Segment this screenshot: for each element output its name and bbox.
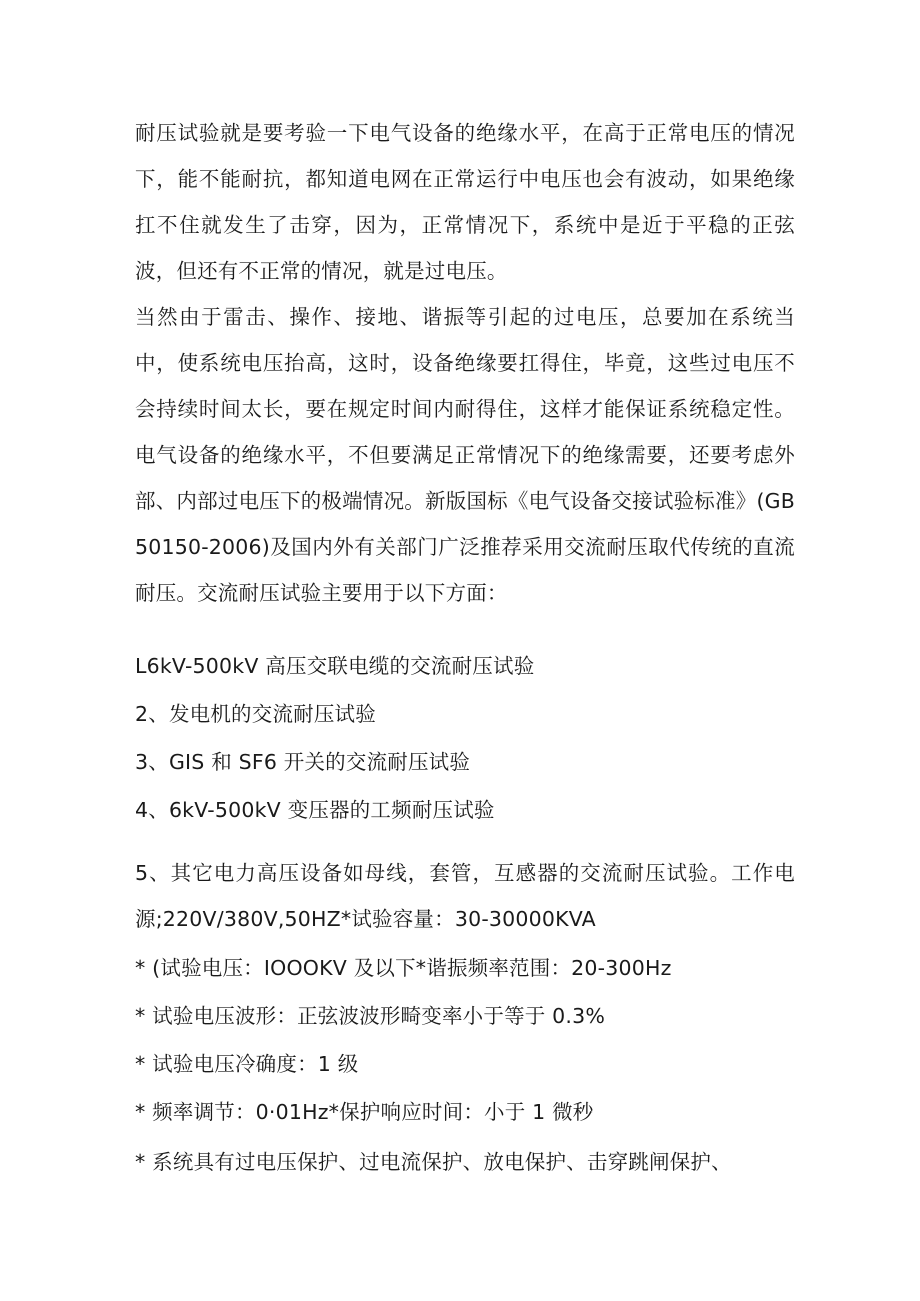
paragraph-pressure-test-intro: 耐压试验就是要考验一下电气设备的绝缘水平，在高于正常电压的情况下，能不能耐抗，都知道电网在正常运行中电压也会有波动，如果绝缘扛不住就发生了击穿，因为，正常情况下，系统中是近于平稳的正弦波，但还有不正常的情况，就是过电压。 (135, 121, 795, 283)
list-item-transformer-test: 4、6kV-500kV 变压器的工频耐压试验 (135, 798, 495, 822)
spec-protection: * 系统具有过电压保护、过电流保护、放电保护、击穿跳闸保护、 (135, 1150, 732, 1174)
spec-frequency: * 频率调节：0·01Hz*保护响应时间：小于 1 微秒 (135, 1100, 594, 1124)
paragraph-other-equipment: 5、其它电力高压设备如母线，套管，互感器的交流耐压试验。工作电源;220V/380V,50HZ*试验容量：30-30000KVA (135, 861, 795, 931)
list-item-gis-test: 3、GIS 和 SF6 开关的交流耐压试验 (135, 750, 471, 774)
spec-waveform: * 试验电压波形：正弦波波形畸变率小于等于 0.3% (135, 1004, 606, 1028)
spec-accuracy: * 试验电压冷确度：1 级 (135, 1052, 359, 1076)
list-item-cable-test: L6kV-500kV 高压交联电缆的交流耐压试验 (135, 654, 535, 678)
paragraph-overvoltage: 当然由于雷击、操作、接地、谐振等引起的过电压，总要加在系统当中，使系统电压抬高，这时，设备绝缘要扛得住，毕竟，这些过电压不会持续时间太长，要在规定时间内耐得住，这样才能保证系统稳定性。电气设备的绝缘水平，不但要满足正常情况下的绝缘需要，还要考虑外部、内部过电压下的极端情况。新版国标《电气设备交接试验标准》(GB50150-2006)及国内外有关部门广泛推荐采用交流耐压取代传统的直流耐压。交流耐压试验主要用于以下方面： (135, 305, 795, 605)
spec-test-voltage: * (试验电压：IOOOKV 及以下*谐振频率范围：20-300Hz (135, 956, 672, 980)
list-item-generator-test: 2、发电机的交流耐压试验 (135, 702, 376, 726)
